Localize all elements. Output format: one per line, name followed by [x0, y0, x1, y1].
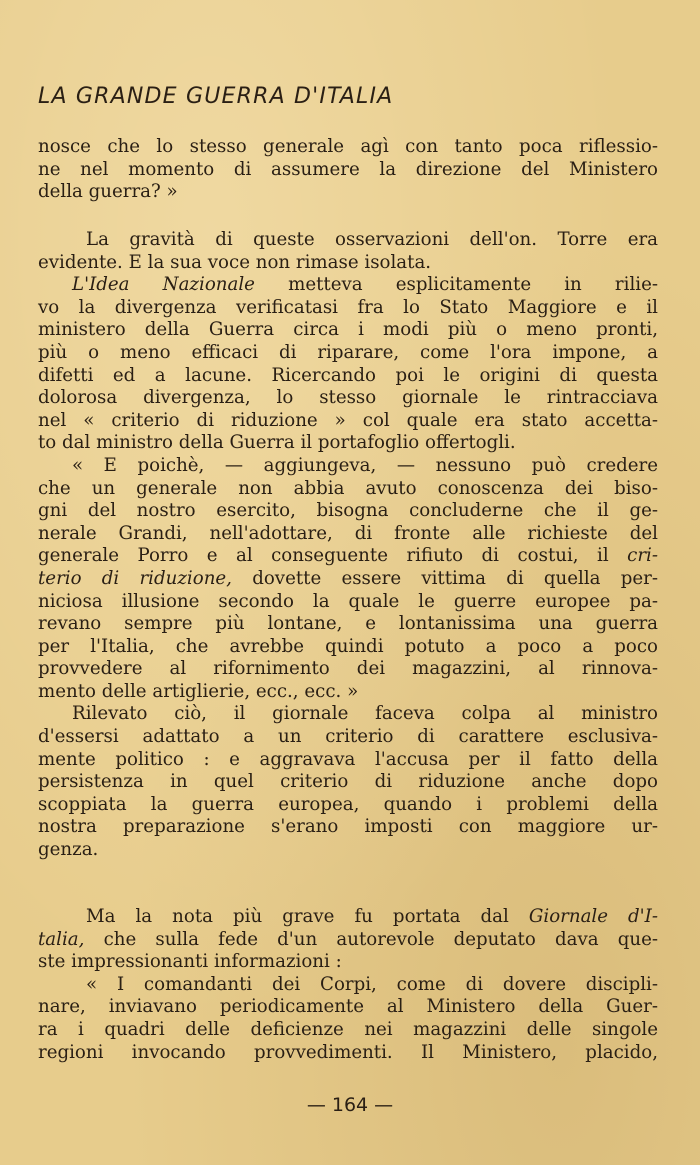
- text-line: dolorosa divergenza, lo stesso giornale le rintracciava: [38, 387, 658, 409]
- text-line: Rilevato ciò, il giornale faceva colpa al ministro: [72, 703, 658, 725]
- text-line: revano sempre più lontane, e lontanissima una guerra: [38, 613, 658, 635]
- text-line: nare, inviavano periodicamente al Ministero della Guer-: [38, 996, 658, 1018]
- text-line: ste impressionanti informazioni :: [38, 951, 342, 973]
- text-line: « I comandanti dei Corpi, come di dovere discipli-: [86, 973, 658, 995]
- text-line: La gravità di queste osservazioni dell'on. Torre era: [86, 229, 658, 250]
- text-line: d'essersi adattato a un criterio di carattere esclusiva-: [38, 726, 658, 748]
- page-number: — 164 —: [306, 1094, 394, 1116]
- text-line: « E poichè, — aggiungeva, — nessuno può credere: [72, 454, 658, 476]
- text-line-criterio: generale Porro e al conseguente rifiuto di costui, il cri-: [38, 545, 658, 567]
- text-line: nerale Grandi, nell'adottare, di fronte alle richieste del: [38, 522, 658, 544]
- text-line: mente politico : e aggravava l'accusa per il fatto della: [38, 748, 658, 770]
- text-line: nostra preparazione s'erano imposti con maggiore ur-: [38, 816, 658, 838]
- text-line: regioni invocando provvedimenti. Il Ministero, placido,: [38, 1041, 658, 1063]
- text-line-giornale: talia, che sulla fede d'un autorevole deputato dava que-: [38, 928, 658, 950]
- paragraph-continuation: [38, 136, 658, 204]
- text-line: to dal ministro della Guerra il portafoglio offertogli.: [38, 432, 516, 454]
- text-line: che un generale non abbia avuto conoscenza dei biso-: [38, 477, 658, 499]
- text-line: ra i quadri delle deficienze nei magazzini delle singole: [38, 1018, 658, 1040]
- text-line: vo la divergenza verificatasi fra lo Stato Maggiore e il: [38, 296, 658, 318]
- text-line: nel « criterio di riduzione » col quale era stato accetta-: [38, 409, 658, 431]
- text-line: difetti ed a lacune. Ricercando poi le origini di questa: [38, 364, 658, 386]
- text-line: niciosa illusione secondo la quale le guerre europee pa-: [38, 590, 658, 612]
- text-line: della guerra? »: [38, 181, 178, 203]
- text-line-criterio: terio di riduzione, dovette essere vittima di quella per-: [38, 567, 658, 589]
- text-line: provvedere al rifornimento dei magazzini, al rinnova-: [38, 658, 658, 680]
- text-line: scoppiata la guerra europea, quando i problemi della: [38, 793, 658, 815]
- text-line: evidente. E la sua voce non rimase isolata.: [38, 251, 432, 273]
- text-line: mento delle artiglierie, ecc., ecc. »: [38, 680, 359, 702]
- paragraph-group-main: [38, 229, 658, 862]
- text-line: persistenza in quel criterio di riduzione anche dopo: [38, 771, 658, 793]
- text-line-idea-nazionale: L'Idea Nazionale metteva esplicitamente in rilie-: [72, 274, 658, 296]
- text-line: per l'Italia, che avrebbe quindi potuto a poco a poco: [38, 635, 658, 657]
- text-line: più o meno efficaci di riparare, come l'ora impone, a: [38, 341, 658, 363]
- text-line: nosce che lo stesso generale agì con tanto poca riflessio-: [38, 136, 658, 157]
- text-line: ministero della Guerra circa i modi più o meno pronti,: [38, 319, 658, 341]
- text-line: ne nel momento di assumere la direzione del Ministero: [38, 158, 658, 180]
- text-line-giornale: Ma la nota più grave fu portata dal Giornale d'I-: [86, 906, 658, 927]
- paragraph-group-giornale: [38, 906, 658, 1064]
- running-header: LA GRANDE GUERRA D'ITALIA: [38, 84, 394, 109]
- text-line: gni del nostro esercito, bisogna concluderne che il ge-: [38, 500, 658, 522]
- text-line: genza.: [38, 839, 99, 861]
